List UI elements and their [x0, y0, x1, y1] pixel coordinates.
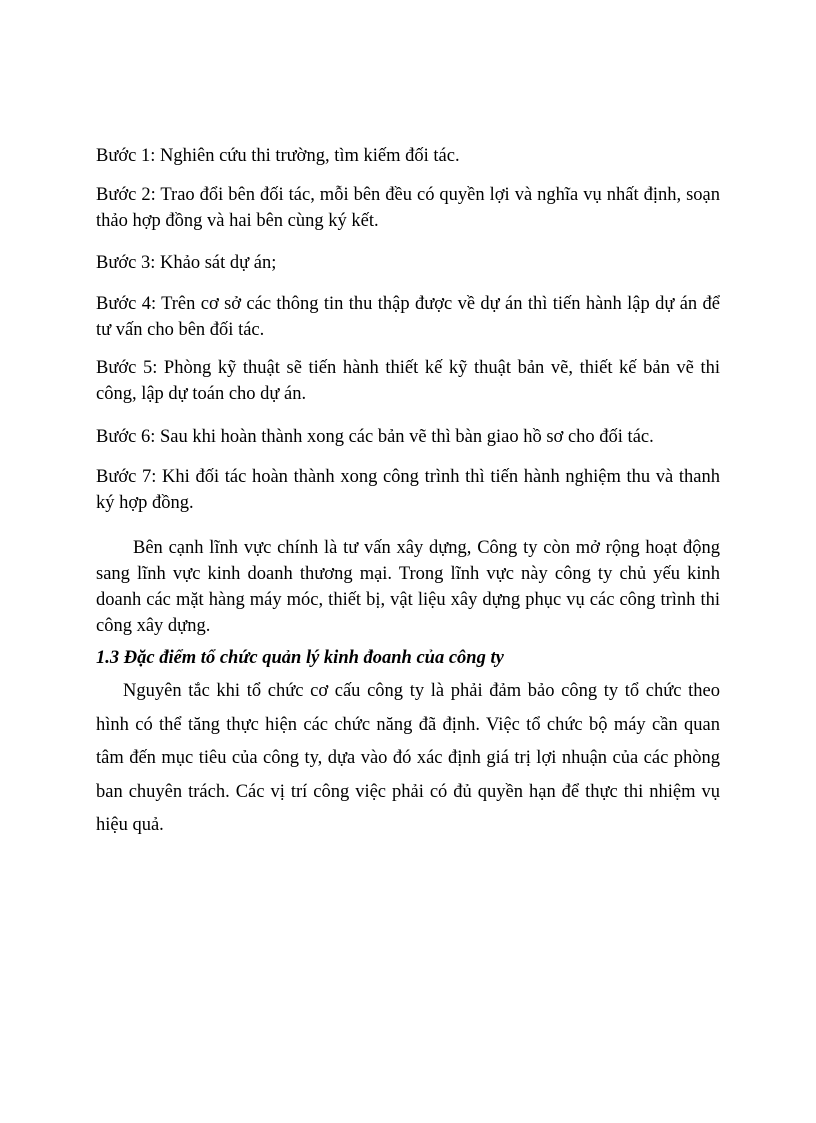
step-1-paragraph: Bước 1: Nghiên cứu thi trường, tìm kiếm đối tác.	[96, 146, 460, 166]
section-paragraph: Nguyên tắc khi tổ chức cơ cấu công ty là phải đảm bảo công ty tổ chức theo hình có thể tăng thực hiện các chức năng đã định. Việc tổ chức bộ máy cần quan tâm đến mục tiêu của công ty, dựa vào đó xác định giá trị lợi nhuận của các phòng ban chuyên trách. Các vị trí công việc phải có đủ quyền hạn để thực thi nhiệm vụ hiệu quả.	[96, 681, 720, 835]
intro-paragraph: Bên cạnh lĩnh vực chính là tư vấn xây dựng, Công ty còn mở rộng hoạt động sang lĩnh vực kinh doanh thương mại. Trong lĩnh vực này công ty chủ yếu kinh doanh các mặt hàng máy móc, thiết bị, vật liệu xây dựng phục vụ các công trình thi công xây dựng.	[96, 538, 720, 636]
step-6-paragraph: Bước 6: Sau khi hoàn thành xong các bản vẽ thì bàn giao hồ sơ cho đối tác.	[96, 427, 654, 447]
step-7-paragraph: Bước 7: Khi đối tác hoàn thành xong công trình thì tiến hành nghiệm thu và thanh ký hợp đồng.	[96, 467, 720, 513]
step-5-paragraph: Bước 5: Phòng kỹ thuật sẽ tiến hành thiết kế kỹ thuật bản vẽ, thiết kế bản vẽ thi công, lập dự toán cho dự án.	[96, 358, 720, 404]
step-2-paragraph: Bước 2: Trao đổi bên đối tác, mỗi bên đều có quyền lợi và nghĩa vụ nhất định, soạn thảo hợp đồng và hai bên cùng ký kết.	[96, 185, 720, 231]
step-3-paragraph: Bước 3: Khảo sát dự án;	[96, 253, 277, 273]
section-heading: 1.3 Đặc điểm tổ chức quản lý kinh đoanh của công ty	[96, 648, 504, 668]
step-4-paragraph: Bước 4: Trên cơ sở các thông tin thu thập được về dự án thì tiến hành lập dự án để tư vấn cho bên đối tác.	[96, 294, 720, 340]
